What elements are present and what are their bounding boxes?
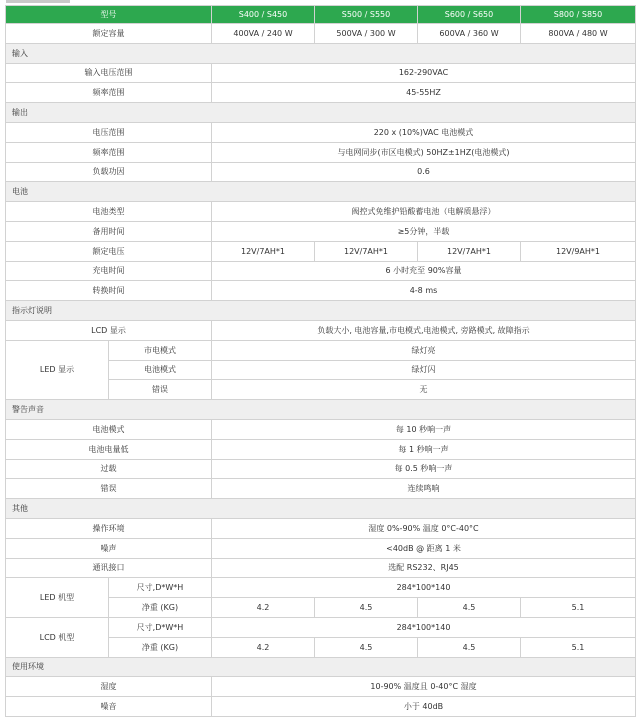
lcd-model-weight-label: 净重 (KG) (109, 637, 212, 657)
battery-backup-row (6, 221, 636, 241)
model-header-1: S400 / S450 (212, 6, 315, 24)
other-comm-value: 选配 RS232、RJ45 (212, 558, 636, 578)
other-env-label: 操作环境 (6, 518, 212, 538)
model-header: 型号 (6, 6, 212, 24)
battery-backup-label: 备用时间 (6, 221, 212, 241)
indicator-led-sub-3: 错误 (109, 380, 212, 400)
alarm-value-1: 每 10 秒响一声 (212, 419, 636, 439)
battery-rated-row (6, 241, 636, 261)
indicator-led-value-3: 无 (212, 380, 636, 400)
lcd-model-label: LCD 机型 (6, 617, 109, 657)
capacity-value-4: 800VA / 480 W (521, 24, 636, 44)
other-env-value: 湿度 0%-90% 温度 0°C-40°C (212, 518, 636, 538)
section-input-title: 输入 (6, 43, 636, 63)
battery-transfer-value: 4-8 ms (212, 281, 636, 301)
battery-rated-value-1: 12V/7AH*1 (212, 241, 315, 261)
top-scrap (6, 0, 70, 3)
other-noise-value: <40dB @ 距离 1 米 (212, 538, 636, 558)
lcd-model-weight-2: 4.5 (315, 637, 418, 657)
lcd-model-size-value: 284*100*140 (212, 617, 636, 637)
section-battery (6, 182, 636, 202)
capacity-label: 额定容量 (6, 24, 212, 44)
section-other (6, 499, 636, 519)
battery-type-row (6, 202, 636, 222)
output-freq-label: 频率范围 (6, 142, 212, 162)
indicator-led-sub-2: 电池模式 (109, 360, 212, 380)
section-indicator-title: 指示灯说明 (6, 301, 636, 321)
usage-humidity-label: 湿度 (6, 677, 212, 697)
battery-rated-value-2: 12V/7AH*1 (315, 241, 418, 261)
section-usage (6, 657, 636, 677)
capacity-value-3: 600VA / 360 W (418, 24, 521, 44)
alarm-value-2: 每 1 秒响一声 (212, 439, 636, 459)
lcd-model-weight-4: 5.1 (521, 637, 636, 657)
battery-backup-value: ≥5分钟，半载 (212, 221, 636, 241)
usage-noise-row (6, 697, 636, 717)
lcd-model-weight-1: 4.2 (212, 637, 315, 657)
battery-transfer-label: 转换时间 (6, 281, 212, 301)
indicator-lcd-row (6, 320, 636, 340)
battery-charge-value: 6 小时充至 90%容量 (212, 261, 636, 281)
led-model-weight-label: 净重 (KG) (109, 598, 212, 618)
led-model-size-label: 尺寸,D*W*H (109, 578, 212, 598)
alarm-value-3: 每 0.5 秒响一声 (212, 459, 636, 479)
input-freq-value: 45-55HZ (212, 83, 636, 103)
output-voltage-row (6, 122, 636, 142)
led-model-label: LED 机型 (6, 578, 109, 618)
alarm-row-4 (6, 479, 636, 499)
capacity-value-2: 500VA / 300 W (315, 24, 418, 44)
battery-rated-value-3: 12V/7AH*1 (418, 241, 521, 261)
battery-charge-label: 充电时间 (6, 261, 212, 281)
alarm-row-3 (6, 459, 636, 479)
indicator-led-row-1 (6, 340, 636, 360)
alarm-label-1: 电池模式 (6, 419, 212, 439)
led-model-weight-2: 4.5 (315, 598, 418, 618)
output-voltage-value: 220 x (10%)VAC 电池模式 (212, 122, 636, 142)
capacity-row (6, 24, 636, 44)
output-pf-value: 0.6 (212, 162, 636, 182)
battery-type-value: 阀控式免维护铅酸蓄电池（电解质悬浮） (212, 202, 636, 222)
section-usage-title: 使用环境 (6, 657, 636, 677)
section-other-title: 其他 (6, 499, 636, 519)
usage-noise-label: 噪音 (6, 697, 212, 717)
indicator-led-value-1: 绿灯亮 (212, 340, 636, 360)
battery-transfer-row (6, 281, 636, 301)
led-model-weight-1: 4.2 (212, 598, 315, 618)
battery-rated-value-4: 12V/9AH*1 (521, 241, 636, 261)
section-indicator (6, 301, 636, 321)
input-voltage-row (6, 63, 636, 83)
output-pf-label: 负载功因 (6, 162, 212, 182)
output-freq-row (6, 142, 636, 162)
alarm-label-2: 电池电量低 (6, 439, 212, 459)
model-header-4: S800 / S850 (521, 6, 636, 24)
indicator-led-label: LED 显示 (6, 340, 109, 399)
section-alarm-title: 警告声音 (6, 400, 636, 420)
indicator-lcd-label: LCD 显示 (6, 320, 212, 340)
alarm-row-2 (6, 439, 636, 459)
led-model-weight-3: 4.5 (418, 598, 521, 618)
lcd-model-size-row (6, 617, 636, 637)
section-output (6, 103, 636, 123)
section-alarm (6, 400, 636, 420)
battery-rated-label: 额定电压 (6, 241, 212, 261)
input-freq-row (6, 83, 636, 103)
output-freq-value: 与电网同步(市区电模式) 50HZ±1HZ(电池模式) (212, 142, 636, 162)
model-header-3: S600 / S650 (418, 6, 521, 24)
section-battery-title: 电池 (6, 182, 636, 202)
usage-humidity-row (6, 677, 636, 697)
output-voltage-label: 电压范围 (6, 122, 212, 142)
led-model-size-row (6, 578, 636, 598)
model-header-2: S500 / S550 (315, 6, 418, 24)
indicator-led-value-2: 绿灯闪 (212, 360, 636, 380)
other-env-row (6, 518, 636, 538)
output-pf-row (6, 162, 636, 182)
input-voltage-label: 输入电压范围 (6, 63, 212, 83)
other-comm-label: 通讯接口 (6, 558, 212, 578)
indicator-led-sub-1: 市电模式 (109, 340, 212, 360)
section-input (6, 43, 636, 63)
led-model-weight-4: 5.1 (521, 598, 636, 618)
lcd-model-weight-3: 4.5 (418, 637, 521, 657)
usage-humidity-value: 10-90% 温度且 0-40°C 湿度 (212, 677, 636, 697)
alarm-label-3: 过载 (6, 459, 212, 479)
usage-noise-value: 小于 40dB (212, 697, 636, 717)
other-noise-label: 噪声 (6, 538, 212, 558)
battery-charge-row (6, 261, 636, 281)
other-comm-row (6, 558, 636, 578)
alarm-row-1 (6, 419, 636, 439)
section-output-title: 输出 (6, 103, 636, 123)
capacity-value-1: 400VA / 240 W (212, 24, 315, 44)
other-noise-row (6, 538, 636, 558)
battery-type-label: 电池类型 (6, 202, 212, 222)
header-row (6, 6, 636, 24)
input-voltage-value: 162-290VAC (212, 63, 636, 83)
spec-table (5, 5, 636, 717)
alarm-value-4: 连续鸣响 (212, 479, 636, 499)
indicator-lcd-value: 负载大小, 电池容量,市电模式,电池模式, 旁路模式, 故障指示 (212, 320, 636, 340)
input-freq-label: 频率范围 (6, 83, 212, 103)
lcd-model-size-label: 尺寸,D*W*H (109, 617, 212, 637)
alarm-label-4: 错误 (6, 479, 212, 499)
led-model-size-value: 284*100*140 (212, 578, 636, 598)
